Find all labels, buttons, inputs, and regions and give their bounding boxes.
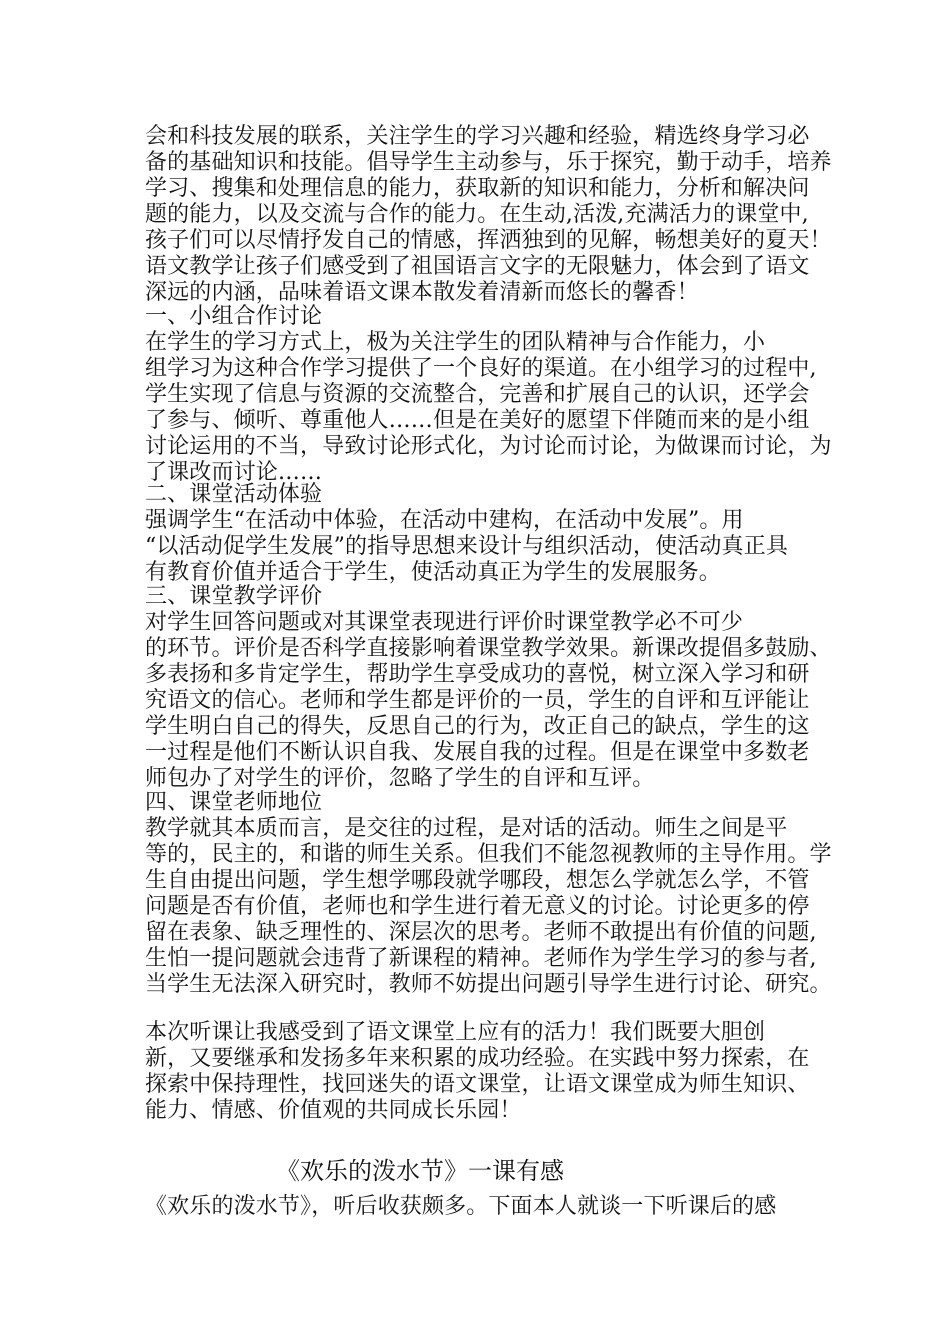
body-line: 在学生的学习方式上，极为关注学生的团队精神与合作能力，小	[145, 330, 766, 355]
body-line: 多表扬和多肯定学生，帮助学生享受成功的喜悦，树立深入学习和研	[145, 662, 810, 687]
body-line: 强调学生“在活动中体验，在活动中建构，在活动中发展”。用	[145, 508, 744, 533]
body-line: 深远的内涵，品味着语文课本散发着清新而悠长的馨香！	[145, 280, 699, 305]
body-line: 了课改而讨论……	[145, 460, 323, 485]
body-line: 一过程是他们不断认识自我、发展自我的过程。但是在课堂中多数老	[145, 740, 810, 765]
body-line: 学生实现了信息与资源的交流整合，完善和扩展自己的认识，还学会	[145, 382, 810, 407]
body-line: 组学习为这种合作学习提供了一个良好的渠道。在小组学习的过程中,	[145, 356, 817, 381]
body-line: 究语文的信心。老师和学生都是评价的一员，学生的自评和互评能让	[145, 688, 810, 713]
section-heading-2: 二、课堂活动体验	[145, 482, 323, 507]
body-line: 当学生无法深入研究时，教师不妨提出问题引导学生进行讨论、研究。	[145, 972, 832, 997]
body-line: 了参与、倾听、尊重他人……但是在美好的愿望下伴随而来的是小组	[145, 408, 810, 433]
body-line: 《欢乐的泼水节》，听后收获颇多。下面本人就谈一下听课后的感	[145, 1194, 777, 1219]
body-line: 语文教学让孩子们感受到了祖国语言文字的无限魅力，体会到了语文	[145, 254, 810, 279]
body-line: 有教育价值并适合于学生，使活动真正为学生的发展服务。	[145, 560, 721, 585]
body-line: 的环节。评价是否科学直接影响着课堂教学效果。新课改提倡多鼓励、	[145, 636, 832, 661]
body-line: 能力、情感、价值观的共同成长乐园！	[145, 1098, 522, 1123]
section-heading-3: 三、课堂教学评价	[145, 584, 323, 609]
body-line: 学生明白自己的得失，反思自己的行为，改正自己的缺点，学生的这	[145, 714, 810, 739]
body-line: 问题是否有价值，老师也和学生进行着无意义的讨论。讨论更多的停	[145, 894, 810, 919]
body-line: 生自由提出问题，学生想学哪段就学哪段，想怎么学就怎么学，不管	[145, 868, 810, 893]
body-line: 探索中保持理性，找回迷失的语文课堂，让语文课堂成为师生知识、	[145, 1072, 810, 1097]
body-line: 孩子们可以尽情抒发自己的情感，挥洒独到的见解，畅想美好的夏天！	[145, 228, 832, 253]
body-line: 本次听课让我感受到了语文课堂上应有的活力！我们既要大胆创	[145, 1020, 766, 1045]
body-line: 会和科技发展的联系，关注学生的学习兴趣和经验，精选终身学习必	[145, 124, 810, 149]
body-line: 学习、搜集和处理信息的能力，获取新的知识和能力，分析和解决问	[145, 176, 810, 201]
section-heading-1: 一、小组合作讨论	[145, 304, 323, 329]
body-line: 对学生回答问题或对其课堂表现进行评价时课堂教学必不可少	[145, 610, 744, 635]
body-line: 新，又要继承和发扬多年来积累的成功经验。在实践中努力探索，在	[145, 1046, 810, 1071]
body-line: 教学就其本质而言，是交往的过程，是对话的活动。师生之间是平	[145, 816, 788, 841]
body-line: 留在表象、缺乏理性的、深层次的思考。老师不敢提出有价值的问题,	[145, 920, 817, 945]
body-line: 备的基础知识和技能。倡导学生主动参与，乐于探究，勤于动手，培养	[145, 150, 832, 175]
body-line: 等的，民主的，和谐的师生关系。但我们不能忽视教师的主导作用。学	[145, 842, 832, 867]
body-line: 题的能力，以及交流与合作的能力。在生动,活泼,充满活力的课堂中,	[145, 202, 809, 227]
body-line: 师包办了对学生的评价，忽略了学生的自评和互评。	[145, 766, 655, 791]
essay-title: 《欢乐的泼水节》一课有感	[276, 1157, 564, 1185]
section-heading-4: 四、课堂老师地位	[145, 790, 323, 815]
body-line: 讨论运用的不当，导致讨论形式化，为讨论而讨论，为做课而讨论，为	[145, 434, 832, 459]
body-line: 生怕一提问题就会违背了新课程的精神。老师作为学生学习的参与者,	[145, 946, 817, 971]
body-line: “以活动促学生发展”的指导思想来设计与组织活动，使活动真正具	[145, 534, 788, 559]
